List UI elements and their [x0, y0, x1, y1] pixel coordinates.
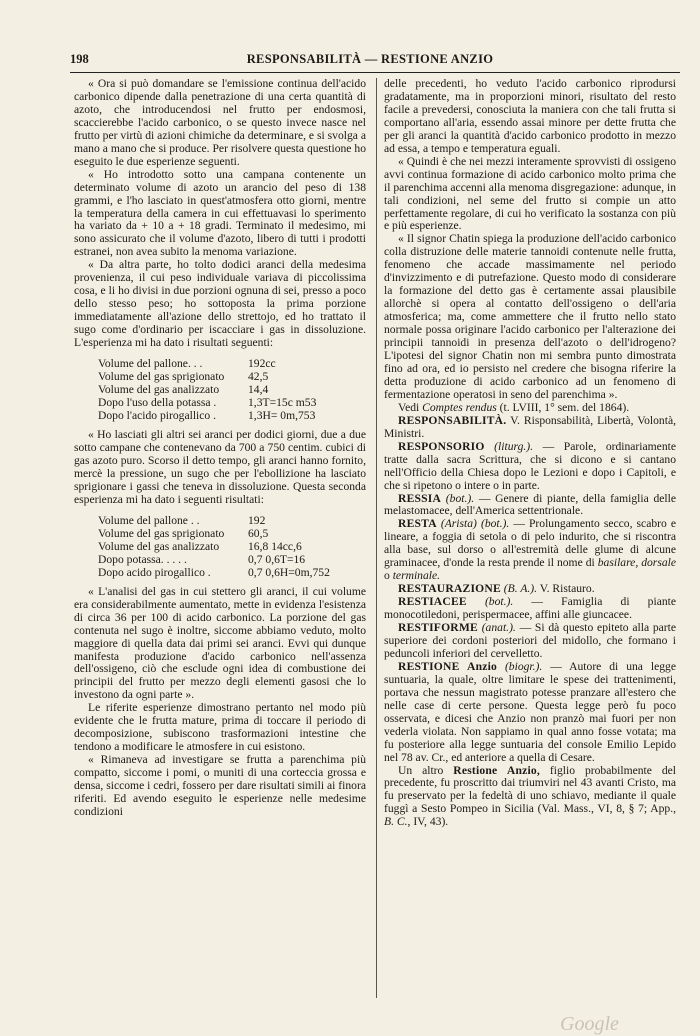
results-table-2: [98, 514, 366, 579]
right-column: [384, 78, 676, 829]
headword: RESTIONE Anzio: [398, 659, 498, 673]
headword: RESTIACEE: [398, 595, 467, 609]
paragraph: Le riferite esperienze dimostrano pertanto nel modo più evidente che le frutta mature, prima di toccare il periodo di decomposizione, subiscono trasformazioni intestine che tendono a modificare le atmosfere in cui esistono.: [74, 701, 366, 754]
table-row: Volume del gas sprigionato 42,5: [98, 370, 269, 384]
paragraph: « Ho lasciati gli altri sei aranci per dodici giorni, due a due sotto campane che contenevano da 700 a 750 centim. cubici di gas azoto puro. Scorso il detto tempo, gli aranci hanno fornito, mercè la pressione, un sugo che per l'ebollizione ha lasciato sprigionare i gassi che teneva in dissoluzione. Questa seconda esperienza mi ha dato i seguenti risultati:: [74, 428, 366, 506]
results-table-1: [98, 357, 366, 422]
headword: RESSIA: [398, 491, 442, 505]
paragraph: « Il signor Chatin spiega la produzione dell'acido carbonico colla distruzione delle materie tannoidi contenute nelle frutta, fenomeno che accade massimamente nel periodo d'invizzimento e di putrefazione. Questo modo di considerare la formazione del detto gas è certamente assai plausibile allorchè si opera al contatto dell'ossigeno o dell'aria atmosferica; ma, come ammettere che il frutto nello stato normale possa originare l'acido carbonico per l'alterazione dei principii tannoidi in presenza dell'azoto o dell'idrogeno? L'ipotesi del signor Chatin non mi sembra punto dimostrata fino ad ora, ed io persisto nel credere che bisogna riferire la detta produzione di acido carbonico ad un fenomeno di fermentazione operatosi in seno del parenchima ».: [384, 232, 676, 401]
paragraph: delle precedenti, ho veduto l'acido carbonico riprodursi gradatamente, ma in proporzioni minori, risultato del resto facile a prevedersi, conosciuta la maniera con che tali frutta si comportano all'aria, essendo assai minore per dette frutta che per gli aranci la quantità d'acido carbonico prodotto in mezzo ad essa, a tempo e temperatura eguali.: [384, 77, 676, 155]
headword: RESTAURAZIONE: [398, 582, 501, 596]
paragraph: « Quindi è che nei mezzi interamente sprovvisti di ossigeno avvi continua formazione di acido carbonico molto prima che il parenchima accenni alla menoma disgregazione: adunque, in tali condizioni, nel seme del frutto si compie un atto perfettamente regolare, di cui ho verificato la sostanza con più e più esperienze.: [384, 154, 676, 233]
table-row: Volume del pallone . . 192: [98, 513, 266, 527]
left-column: [74, 78, 366, 819]
paragraph: « L'analisi del gas in cui stettero gli aranci, il cui volume era considerabilmente aumentato, mette in evidenza l'esistenza di circa 36 per 100 di acido carbonico. La porzione del gas contenuta nel sugo è inoltre, siccome abbiamo veduto, molto maggiore di quella data dai primi sei aranci. Evvi qui dunque manifesta produzione d'acido carbonico nell'assenza dell'ossigeno, ciò che esclude ogni idea di combustione dei principii del frutto per mezzo degli elementi gasosi che lo investono da ogni parte ».: [74, 584, 366, 702]
paragraph: « Ho introdotto sotto una campana contenente un determinato volume di azoto un arancio del peso di 138 grammi, e l'ho lasciato in quest'atmosfera otto giorni, mentre la temperatura della camera in cui effettuavasi lo sperimento ha variato da + 10 a + 18 gradi. Terminato il medesimo, mi sono assicurato che il volume d'azoto, libero di tutti i prodotti estranei, non avea subito la menoma variazione.: [74, 167, 366, 259]
citation: Vedi Comptes rendus (t. LVIII, 1° sem. del 1864).: [398, 400, 630, 414]
paragraph: « Ora si può domandare se l'emissione continua dell'acido carbonico dipende dalla penetrazione di una certa quantità di azoto, che introducendosi nel frutto per endosmosi, scaccierebbe l'acido carbonico, o se questo invece nasce nel frutto per virtù di azioni chimiche da determinare, e si svolga a mano a mano che si produce. Per risolvere questa questione ho eseguito le due esperienze seguenti.: [74, 77, 366, 168]
header-rule: [70, 72, 680, 73]
entry-resta: RESTA (Arista) (bot.). — Prolungamento secco, scabro e lineare, a foggia di setola o di pelo indurito, che si riscontra alla base, sul dorso o all'estremità delle glume di alcune graminacee, d'onde la resta prende il nome di basilare, dorsale o terminale.: [384, 517, 676, 583]
entry-ressia: RESSIA (bot.). — Genere di piante, della famiglia delle melastomacee, dell'America settentrionale.: [384, 491, 676, 518]
entry-restione-anzio-2: Un altro Restione Anzio, figlio probabilmente del precedente, fu proscritto dai triumviri nel 43 avanti Cristo, ma fu preservato per la fedeltà di uno schiavo, mediante il quale fuggì a Sesto Pompeo in Sicilia (Val. Mass., VI, 8, § 7; App., B. C., IV, 43).: [384, 763, 676, 829]
running-title: RESPONSABILITÀ — RESTIONE ANZIO: [246, 52, 494, 66]
headword: Restione Anzio,: [453, 763, 540, 777]
table-row: Dopo l'uso della potassa . 1,3T=15c m53: [98, 396, 317, 410]
entry-restiacee: RESTIACEE (bot.). — Famiglia di piante monocotiledoni, perispermacee, affini alle giuncacee.: [384, 595, 676, 622]
table-row: Volume del gas sprigionato 60,5: [98, 526, 269, 540]
page-number: 198: [70, 52, 89, 66]
table-row: Volume del gas analizzato 14,4: [98, 383, 269, 397]
paragraph: « Rimaneva ad investigare se frutta a parenchima più compatto, siccome i pomi, o muniti di una corteccia grossa e densa, siccome i cedri, fossero per dare risultati simili ai finora riferiti. Ed avendo eseguito le esperienze nelle medesime condizioni: [74, 753, 366, 818]
entry-responsorio: RESPONSORIO (liturg.). — Parole, ordinariamente tratte dalla sacra Scrittura, che si dicono e si cantano nell'Officio della Chiesa dopo le Lezioni e dopo i Capitoli, e che si ripetono o intere o in parte.: [384, 439, 676, 492]
entry-restione-anzio: RESTIONE Anzio (biogr.). — Autore di una legge suntuaria, la quale, oltre limitare le spese dei trattenimenti, portava che nessun magistrato potesse pranzare all'estero che nelle case di certe persone. Questa legge però fu poco osservata, e dicesi che Anzio non pranzò mai fuori per non vederla violata. Non sappiamo in qual anno fosse votata; ma fu posteriore alla legge suntuaria del console Emilio Lepido nel 78 av. Cr., ed anteriore a quella di Cesare.: [384, 659, 676, 764]
scan-watermark: Google: [560, 1013, 619, 1035]
entry-responsabilita: RESPONSABILITÀ. V. Risponsabilità, Libertà, Volontà, Ministri.: [384, 413, 676, 440]
paragraph: « Da altra parte, ho tolto dodici aranci della medesima provenienza, il cui peso individuale variava di piccolissima cosa, e li ho divisi in due porzioni ognuna di sei, presso a poco dello stesso peso; ho sottoposta la prima porzione immediatamente all'azione dello strettojo, ed ho trattato il sugo come d'ordinario per iscacciare i gas in dissoluzione. L'esperienza mi ha dato i risultati seguenti:: [74, 258, 366, 350]
page-header: [70, 50, 670, 70]
table-row: Dopo potassa. . . . . 0,7 0,6T=16: [98, 552, 306, 566]
table-row: Volume del pallone. . . 192cc: [98, 357, 276, 371]
headword: RESTIFORME: [398, 621, 478, 635]
headword: RESPONSORIO: [398, 439, 485, 453]
column-separator: [376, 78, 377, 998]
headword: RESPONSABILITÀ.: [398, 413, 507, 427]
entry-restaurazione: RESTAURAZIONE (B. A.). V. Ristauro.: [398, 582, 595, 596]
headword: RESTA: [398, 517, 437, 531]
table-row: Dopo acido pirogallico . 0,7 0,6H=0m,752: [98, 565, 330, 579]
table-row: Volume del gas analizzato 16,8 14cc,6: [98, 539, 302, 553]
entry-restiforme: RESTIFORME (anat.). — Si dà questo epiteto alla parte superiore dei cordoni posteriori del midollo, che formano i peduncoli inferiori del cervelletto.: [384, 621, 677, 660]
table-row: Dopo l'acido pirogallico . 1,3H= 0m,753: [98, 409, 316, 423]
